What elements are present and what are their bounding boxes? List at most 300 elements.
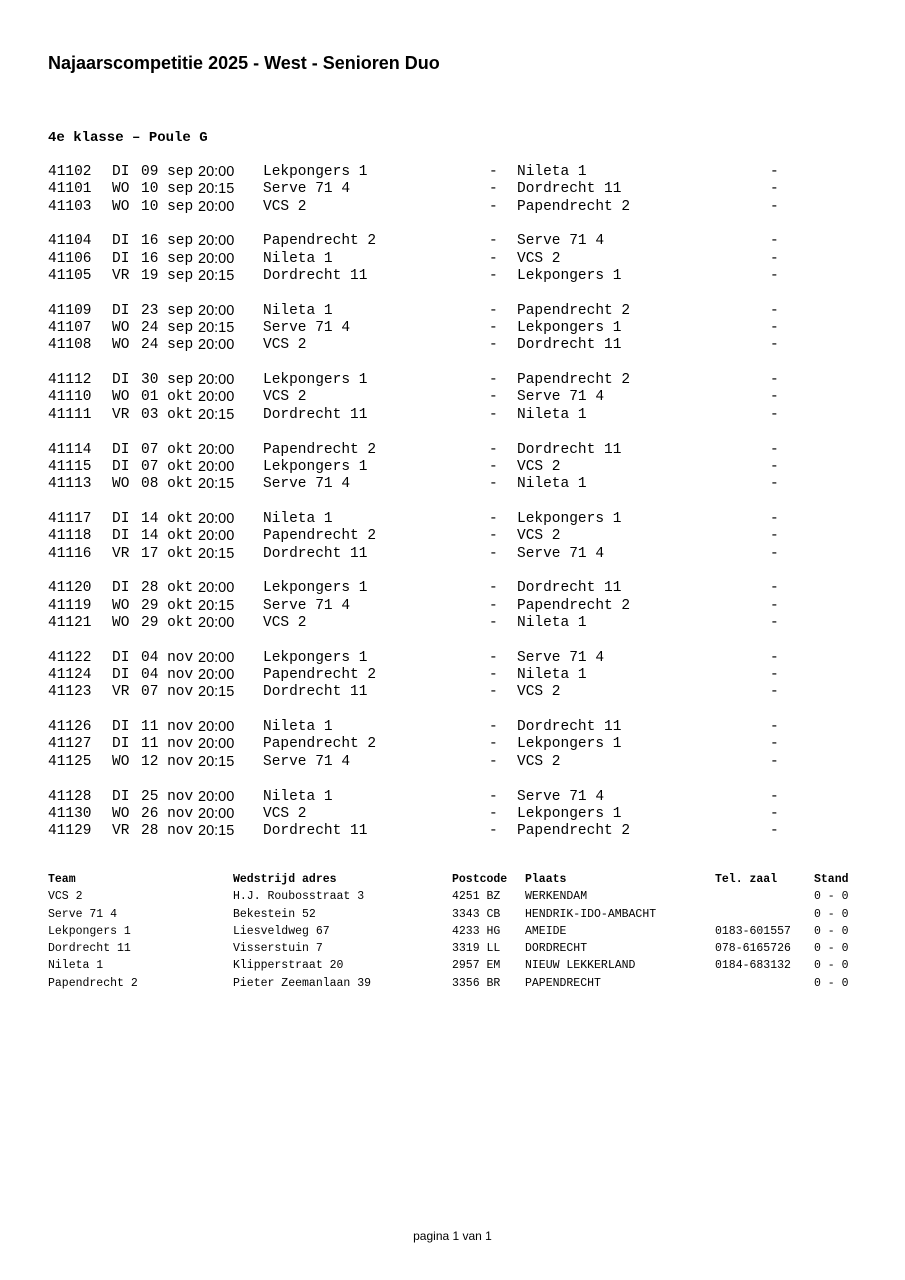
match-number: 41124 bbox=[48, 667, 92, 684]
home-team: Lekpongers 1 bbox=[263, 372, 368, 389]
match-round bbox=[48, 650, 848, 702]
team-address: Klipperstraat 20 bbox=[233, 959, 344, 973]
match-separator: - bbox=[489, 164, 498, 180]
match-separator: - bbox=[489, 320, 498, 337]
match-result: - bbox=[770, 788, 779, 805]
away-team: Lekpongers 1 bbox=[517, 510, 622, 527]
away-team: VCS 2 bbox=[517, 250, 561, 267]
team-city: PAPENDRECHT bbox=[525, 976, 601, 990]
team-address: Liesveldweg 67 bbox=[233, 924, 330, 938]
match-number: 41101 bbox=[48, 181, 92, 198]
match-result: - bbox=[770, 614, 779, 631]
team-postcode: 3356 BR bbox=[452, 976, 501, 990]
match-time: 20:00 bbox=[198, 441, 235, 458]
match-date: 29 okt bbox=[141, 597, 194, 614]
match-separator: - bbox=[489, 719, 498, 736]
match-time: 20:15 bbox=[198, 753, 235, 770]
poule-heading: 4e klasse – Poule G bbox=[48, 130, 208, 146]
home-team: Dordrecht 11 bbox=[263, 545, 368, 562]
match-result: - bbox=[770, 372, 779, 389]
home-team: Lekpongers 1 bbox=[263, 580, 368, 597]
away-team: Nileta 1 bbox=[517, 406, 587, 423]
match-separator: - bbox=[489, 372, 498, 389]
header-city: Plaats bbox=[525, 873, 567, 886]
match-day: DI bbox=[112, 719, 130, 736]
page-title: Najaarscompetitie 2025 - West - Senioren Duo bbox=[48, 53, 440, 73]
match-row bbox=[48, 251, 848, 268]
match-row bbox=[48, 719, 848, 736]
match-result: - bbox=[770, 320, 779, 337]
match-date: 29 okt bbox=[141, 614, 194, 631]
team-phone: 0183-601557 bbox=[715, 924, 791, 938]
match-day: VR bbox=[112, 406, 130, 423]
away-team: VCS 2 bbox=[517, 753, 561, 770]
match-date: 24 sep bbox=[141, 337, 194, 354]
match-number: 41108 bbox=[48, 337, 92, 354]
away-team: Papendrecht 2 bbox=[517, 823, 631, 840]
team-name: Lekpongers 1 bbox=[48, 924, 131, 938]
match-row bbox=[48, 546, 848, 563]
match-time: 20:15 bbox=[198, 823, 235, 840]
team-table-body bbox=[48, 890, 858, 994]
match-time: 20:00 bbox=[198, 736, 235, 753]
away-team: Nileta 1 bbox=[517, 476, 587, 493]
match-number: 41125 bbox=[48, 753, 92, 770]
match-result: - bbox=[770, 684, 779, 701]
match-date: 04 nov bbox=[141, 667, 194, 684]
team-postcode: 2957 EM bbox=[452, 959, 501, 973]
home-team: Dordrecht 11 bbox=[263, 406, 368, 423]
match-separator: - bbox=[489, 302, 498, 319]
header-address: Wedstrijd adres bbox=[233, 873, 337, 886]
home-team: VCS 2 bbox=[263, 198, 307, 215]
match-row bbox=[48, 320, 848, 337]
match-result: - bbox=[770, 753, 779, 770]
match-number: 41118 bbox=[48, 528, 92, 545]
team-name: Nileta 1 bbox=[48, 959, 104, 973]
match-row bbox=[48, 372, 848, 389]
match-round bbox=[48, 511, 848, 563]
away-team: Dordrecht 11 bbox=[517, 719, 622, 736]
match-date: 17 okt bbox=[141, 545, 194, 562]
match-date: 24 sep bbox=[141, 320, 194, 337]
match-schedule bbox=[48, 164, 848, 858]
team-postcode: 4233 HG bbox=[452, 924, 501, 938]
match-date: 14 okt bbox=[141, 528, 194, 545]
match-number: 41111 bbox=[48, 406, 92, 423]
away-team: Serve 71 4 bbox=[517, 389, 605, 406]
match-row bbox=[48, 580, 848, 597]
match-date: 10 sep bbox=[141, 198, 194, 215]
match-number: 41105 bbox=[48, 267, 92, 284]
match-number: 41107 bbox=[48, 320, 92, 337]
team-address: Visserstuin 7 bbox=[233, 942, 323, 956]
match-row bbox=[48, 789, 848, 806]
table-row bbox=[48, 959, 858, 976]
match-row bbox=[48, 303, 848, 320]
match-time: 20:15 bbox=[198, 684, 235, 701]
match-number: 41113 bbox=[48, 476, 92, 493]
table-row bbox=[48, 925, 858, 942]
match-number: 41119 bbox=[48, 597, 92, 614]
team-postcode: 4251 BZ bbox=[452, 890, 501, 904]
match-time: 20:15 bbox=[198, 181, 235, 198]
match-day: DI bbox=[112, 510, 130, 527]
match-number: 41110 bbox=[48, 389, 92, 406]
team-address: H.J. Roubosstraat 3 bbox=[233, 890, 365, 904]
match-row bbox=[48, 459, 848, 476]
match-time: 20:15 bbox=[198, 597, 235, 614]
match-result: - bbox=[770, 302, 779, 319]
match-day: DI bbox=[112, 736, 130, 753]
match-result: - bbox=[770, 337, 779, 354]
match-date: 30 sep bbox=[141, 372, 194, 389]
home-team: Nileta 1 bbox=[263, 788, 333, 805]
match-day: WO bbox=[112, 614, 130, 631]
match-number: 41122 bbox=[48, 649, 92, 666]
match-row bbox=[48, 650, 848, 667]
match-result: - bbox=[770, 198, 779, 215]
home-team: Papendrecht 2 bbox=[263, 736, 377, 753]
match-time: 20:00 bbox=[198, 302, 235, 319]
match-day: DI bbox=[112, 458, 130, 475]
match-row bbox=[48, 164, 848, 181]
match-result: - bbox=[770, 233, 779, 250]
match-date: 12 nov bbox=[141, 753, 194, 770]
match-day: DI bbox=[112, 164, 130, 180]
match-row bbox=[48, 407, 848, 424]
match-separator: - bbox=[489, 389, 498, 406]
match-result: - bbox=[770, 736, 779, 753]
page-footer: pagina 1 van 1 bbox=[413, 1229, 492, 1243]
match-row bbox=[48, 442, 848, 459]
match-number: 41116 bbox=[48, 545, 92, 562]
team-name: Papendrecht 2 bbox=[48, 976, 138, 990]
match-row bbox=[48, 823, 848, 840]
team-city: NIEUW LEKKERLAND bbox=[525, 959, 636, 973]
match-number: 41104 bbox=[48, 233, 92, 250]
match-time: 20:00 bbox=[198, 337, 235, 354]
match-row bbox=[48, 598, 848, 615]
away-team: Lekpongers 1 bbox=[517, 267, 622, 284]
match-time: 20:00 bbox=[198, 788, 235, 805]
match-result: - bbox=[770, 667, 779, 684]
match-day: WO bbox=[112, 753, 130, 770]
away-team: VCS 2 bbox=[517, 684, 561, 701]
match-separator: - bbox=[489, 198, 498, 215]
team-address: Bekestein 52 bbox=[233, 907, 316, 921]
match-day: VR bbox=[112, 545, 130, 562]
match-separator: - bbox=[489, 510, 498, 527]
team-address: Pieter Zeemanlaan 39 bbox=[233, 976, 372, 990]
match-number: 41128 bbox=[48, 788, 92, 805]
match-separator: - bbox=[489, 614, 498, 631]
home-team: Nileta 1 bbox=[263, 250, 333, 267]
team-city: HENDRIK-IDO-AMBACHT bbox=[525, 907, 657, 921]
match-date: 01 okt bbox=[141, 389, 194, 406]
match-separator: - bbox=[489, 337, 498, 354]
match-date: 16 sep bbox=[141, 250, 194, 267]
match-date: 16 sep bbox=[141, 233, 194, 250]
match-day: DI bbox=[112, 528, 130, 545]
away-team: Dordrecht 11 bbox=[517, 580, 622, 597]
match-result: - bbox=[770, 823, 779, 840]
match-round bbox=[48, 372, 848, 424]
match-row bbox=[48, 181, 848, 198]
match-day: DI bbox=[112, 649, 130, 666]
home-team: VCS 2 bbox=[263, 337, 307, 354]
home-team: Serve 71 4 bbox=[263, 320, 351, 337]
away-team: Serve 71 4 bbox=[517, 649, 605, 666]
match-time: 20:00 bbox=[198, 458, 235, 475]
home-team: Papendrecht 2 bbox=[263, 441, 377, 458]
match-separator: - bbox=[489, 805, 498, 822]
match-number: 41115 bbox=[48, 458, 92, 475]
match-number: 41121 bbox=[48, 614, 92, 631]
match-separator: - bbox=[489, 788, 498, 805]
away-team: Nileta 1 bbox=[517, 164, 587, 180]
match-date: 08 okt bbox=[141, 476, 194, 493]
match-day: DI bbox=[112, 233, 130, 250]
match-round bbox=[48, 580, 848, 632]
match-date: 10 sep bbox=[141, 181, 194, 198]
away-team: Lekpongers 1 bbox=[517, 736, 622, 753]
match-result: - bbox=[770, 580, 779, 597]
match-time: 20:00 bbox=[198, 614, 235, 631]
match-time: 20:00 bbox=[198, 805, 235, 822]
home-team: Papendrecht 2 bbox=[263, 528, 377, 545]
team-postcode: 3343 CB bbox=[452, 907, 501, 921]
home-team: VCS 2 bbox=[263, 614, 307, 631]
match-time: 20:00 bbox=[198, 164, 235, 180]
match-date: 19 sep bbox=[141, 267, 194, 284]
match-time: 20:15 bbox=[198, 267, 235, 284]
match-date: 07 okt bbox=[141, 458, 194, 475]
match-day: DI bbox=[112, 302, 130, 319]
match-date: 28 okt bbox=[141, 580, 194, 597]
match-separator: - bbox=[489, 580, 498, 597]
match-separator: - bbox=[489, 441, 498, 458]
match-result: - bbox=[770, 441, 779, 458]
home-team: Dordrecht 11 bbox=[263, 823, 368, 840]
match-date: 03 okt bbox=[141, 406, 194, 423]
home-team: Dordrecht 11 bbox=[263, 684, 368, 701]
home-team: Dordrecht 11 bbox=[263, 267, 368, 284]
team-stand: 0 - 0 bbox=[814, 924, 849, 938]
home-team: Serve 71 4 bbox=[263, 753, 351, 770]
match-separator: - bbox=[489, 406, 498, 423]
match-time: 20:15 bbox=[198, 545, 235, 562]
match-separator: - bbox=[489, 545, 498, 562]
match-row bbox=[48, 268, 848, 285]
match-time: 20:00 bbox=[198, 580, 235, 597]
match-row bbox=[48, 511, 848, 528]
match-separator: - bbox=[489, 597, 498, 614]
match-day: DI bbox=[112, 372, 130, 389]
home-team: Nileta 1 bbox=[263, 302, 333, 319]
away-team: Papendrecht 2 bbox=[517, 198, 631, 215]
match-row bbox=[48, 476, 848, 493]
match-day: DI bbox=[112, 250, 130, 267]
home-team: Papendrecht 2 bbox=[263, 233, 377, 250]
match-result: - bbox=[770, 389, 779, 406]
home-team: VCS 2 bbox=[263, 389, 307, 406]
match-time: 20:15 bbox=[198, 476, 235, 493]
team-name: Dordrecht 11 bbox=[48, 942, 131, 956]
match-round bbox=[48, 789, 848, 841]
match-number: 41127 bbox=[48, 736, 92, 753]
match-result: - bbox=[770, 476, 779, 493]
team-name: Serve 71 4 bbox=[48, 907, 118, 921]
match-time: 20:00 bbox=[198, 233, 235, 250]
match-separator: - bbox=[489, 250, 498, 267]
match-separator: - bbox=[489, 736, 498, 753]
match-day: VR bbox=[112, 267, 130, 284]
match-day: WO bbox=[112, 181, 130, 198]
team-table-header bbox=[48, 873, 858, 890]
match-day: VR bbox=[112, 823, 130, 840]
header-tel: Tel. zaal bbox=[715, 873, 778, 886]
home-team: Serve 71 4 bbox=[263, 597, 351, 614]
match-result: - bbox=[770, 181, 779, 198]
match-day: WO bbox=[112, 198, 130, 215]
match-day: VR bbox=[112, 684, 130, 701]
table-row bbox=[48, 890, 858, 907]
match-day: DI bbox=[112, 441, 130, 458]
match-row bbox=[48, 754, 848, 771]
match-date: 07 okt bbox=[141, 441, 194, 458]
away-team: Serve 71 4 bbox=[517, 233, 605, 250]
match-result: - bbox=[770, 528, 779, 545]
match-result: - bbox=[770, 510, 779, 527]
match-row bbox=[48, 199, 848, 216]
away-team: Dordrecht 11 bbox=[517, 181, 622, 198]
header-stand: Stand bbox=[814, 873, 849, 886]
match-time: 20:00 bbox=[198, 528, 235, 545]
match-date: 04 nov bbox=[141, 649, 194, 666]
match-number: 41109 bbox=[48, 302, 92, 319]
match-separator: - bbox=[489, 823, 498, 840]
match-date: 07 nov bbox=[141, 684, 194, 701]
match-day: DI bbox=[112, 580, 130, 597]
away-team: Nileta 1 bbox=[517, 667, 587, 684]
match-row bbox=[48, 806, 848, 823]
match-day: WO bbox=[112, 476, 130, 493]
header-postcode: Postcode bbox=[452, 873, 508, 886]
match-row bbox=[48, 337, 848, 354]
team-name: VCS 2 bbox=[48, 890, 83, 904]
match-row bbox=[48, 233, 848, 250]
match-day: WO bbox=[112, 320, 130, 337]
match-day: WO bbox=[112, 337, 130, 354]
home-team: Papendrecht 2 bbox=[263, 667, 377, 684]
match-separator: - bbox=[489, 458, 498, 475]
match-result: - bbox=[770, 406, 779, 423]
home-team: Lekpongers 1 bbox=[263, 164, 368, 180]
team-table bbox=[48, 873, 858, 994]
team-stand: 0 - 0 bbox=[814, 976, 849, 990]
home-team: Nileta 1 bbox=[263, 510, 333, 527]
match-day: DI bbox=[112, 667, 130, 684]
team-city: WERKENDAM bbox=[525, 890, 588, 904]
match-row bbox=[48, 389, 848, 406]
away-team: Lekpongers 1 bbox=[517, 320, 622, 337]
match-number: 41120 bbox=[48, 580, 92, 597]
match-date: 23 sep bbox=[141, 302, 194, 319]
match-day: DI bbox=[112, 788, 130, 805]
away-team: Dordrecht 11 bbox=[517, 337, 622, 354]
team-phone: 0184-683132 bbox=[715, 959, 791, 973]
match-date: 26 nov bbox=[141, 805, 194, 822]
match-round bbox=[48, 164, 848, 216]
match-row bbox=[48, 736, 848, 753]
match-row bbox=[48, 615, 848, 632]
match-day: WO bbox=[112, 597, 130, 614]
match-number: 41102 bbox=[48, 164, 92, 180]
match-time: 20:00 bbox=[198, 649, 235, 666]
match-separator: - bbox=[489, 181, 498, 198]
match-date: 09 sep bbox=[141, 164, 194, 180]
match-result: - bbox=[770, 164, 779, 180]
match-separator: - bbox=[489, 476, 498, 493]
match-round bbox=[48, 303, 848, 355]
home-team: Nileta 1 bbox=[263, 719, 333, 736]
team-stand: 0 - 0 bbox=[814, 959, 849, 973]
match-round bbox=[48, 233, 848, 285]
match-number: 41112 bbox=[48, 372, 92, 389]
match-date: 14 okt bbox=[141, 510, 194, 527]
match-time: 20:00 bbox=[198, 198, 235, 215]
match-separator: - bbox=[489, 684, 498, 701]
away-team: VCS 2 bbox=[517, 528, 561, 545]
match-number: 41130 bbox=[48, 805, 92, 822]
match-separator: - bbox=[489, 649, 498, 666]
match-number: 41114 bbox=[48, 441, 92, 458]
match-date: 11 nov bbox=[141, 719, 194, 736]
match-date: 28 nov bbox=[141, 823, 194, 840]
team-stand: 0 - 0 bbox=[814, 890, 849, 904]
match-number: 41129 bbox=[48, 823, 92, 840]
match-time: 20:00 bbox=[198, 510, 235, 527]
team-stand: 0 - 0 bbox=[814, 942, 849, 956]
away-team: Serve 71 4 bbox=[517, 545, 605, 562]
match-number: 41126 bbox=[48, 719, 92, 736]
match-time: 20:15 bbox=[198, 320, 235, 337]
match-row bbox=[48, 684, 848, 701]
team-postcode: 3319 LL bbox=[452, 942, 501, 956]
match-day: WO bbox=[112, 805, 130, 822]
match-result: - bbox=[770, 719, 779, 736]
match-number: 41117 bbox=[48, 510, 92, 527]
home-team: Serve 71 4 bbox=[263, 476, 351, 493]
match-row bbox=[48, 528, 848, 545]
match-result: - bbox=[770, 250, 779, 267]
match-result: - bbox=[770, 805, 779, 822]
away-team: Papendrecht 2 bbox=[517, 372, 631, 389]
home-team: VCS 2 bbox=[263, 805, 307, 822]
match-number: 41123 bbox=[48, 684, 92, 701]
match-time: 20:00 bbox=[198, 250, 235, 267]
table-row bbox=[48, 942, 858, 959]
home-team: Lekpongers 1 bbox=[263, 649, 368, 666]
header-team: Team bbox=[48, 873, 76, 886]
match-time: 20:00 bbox=[198, 719, 235, 736]
table-row bbox=[48, 908, 858, 925]
match-result: - bbox=[770, 597, 779, 614]
away-team: Dordrecht 11 bbox=[517, 441, 622, 458]
match-number: 41103 bbox=[48, 198, 92, 215]
away-team: Lekpongers 1 bbox=[517, 805, 622, 822]
